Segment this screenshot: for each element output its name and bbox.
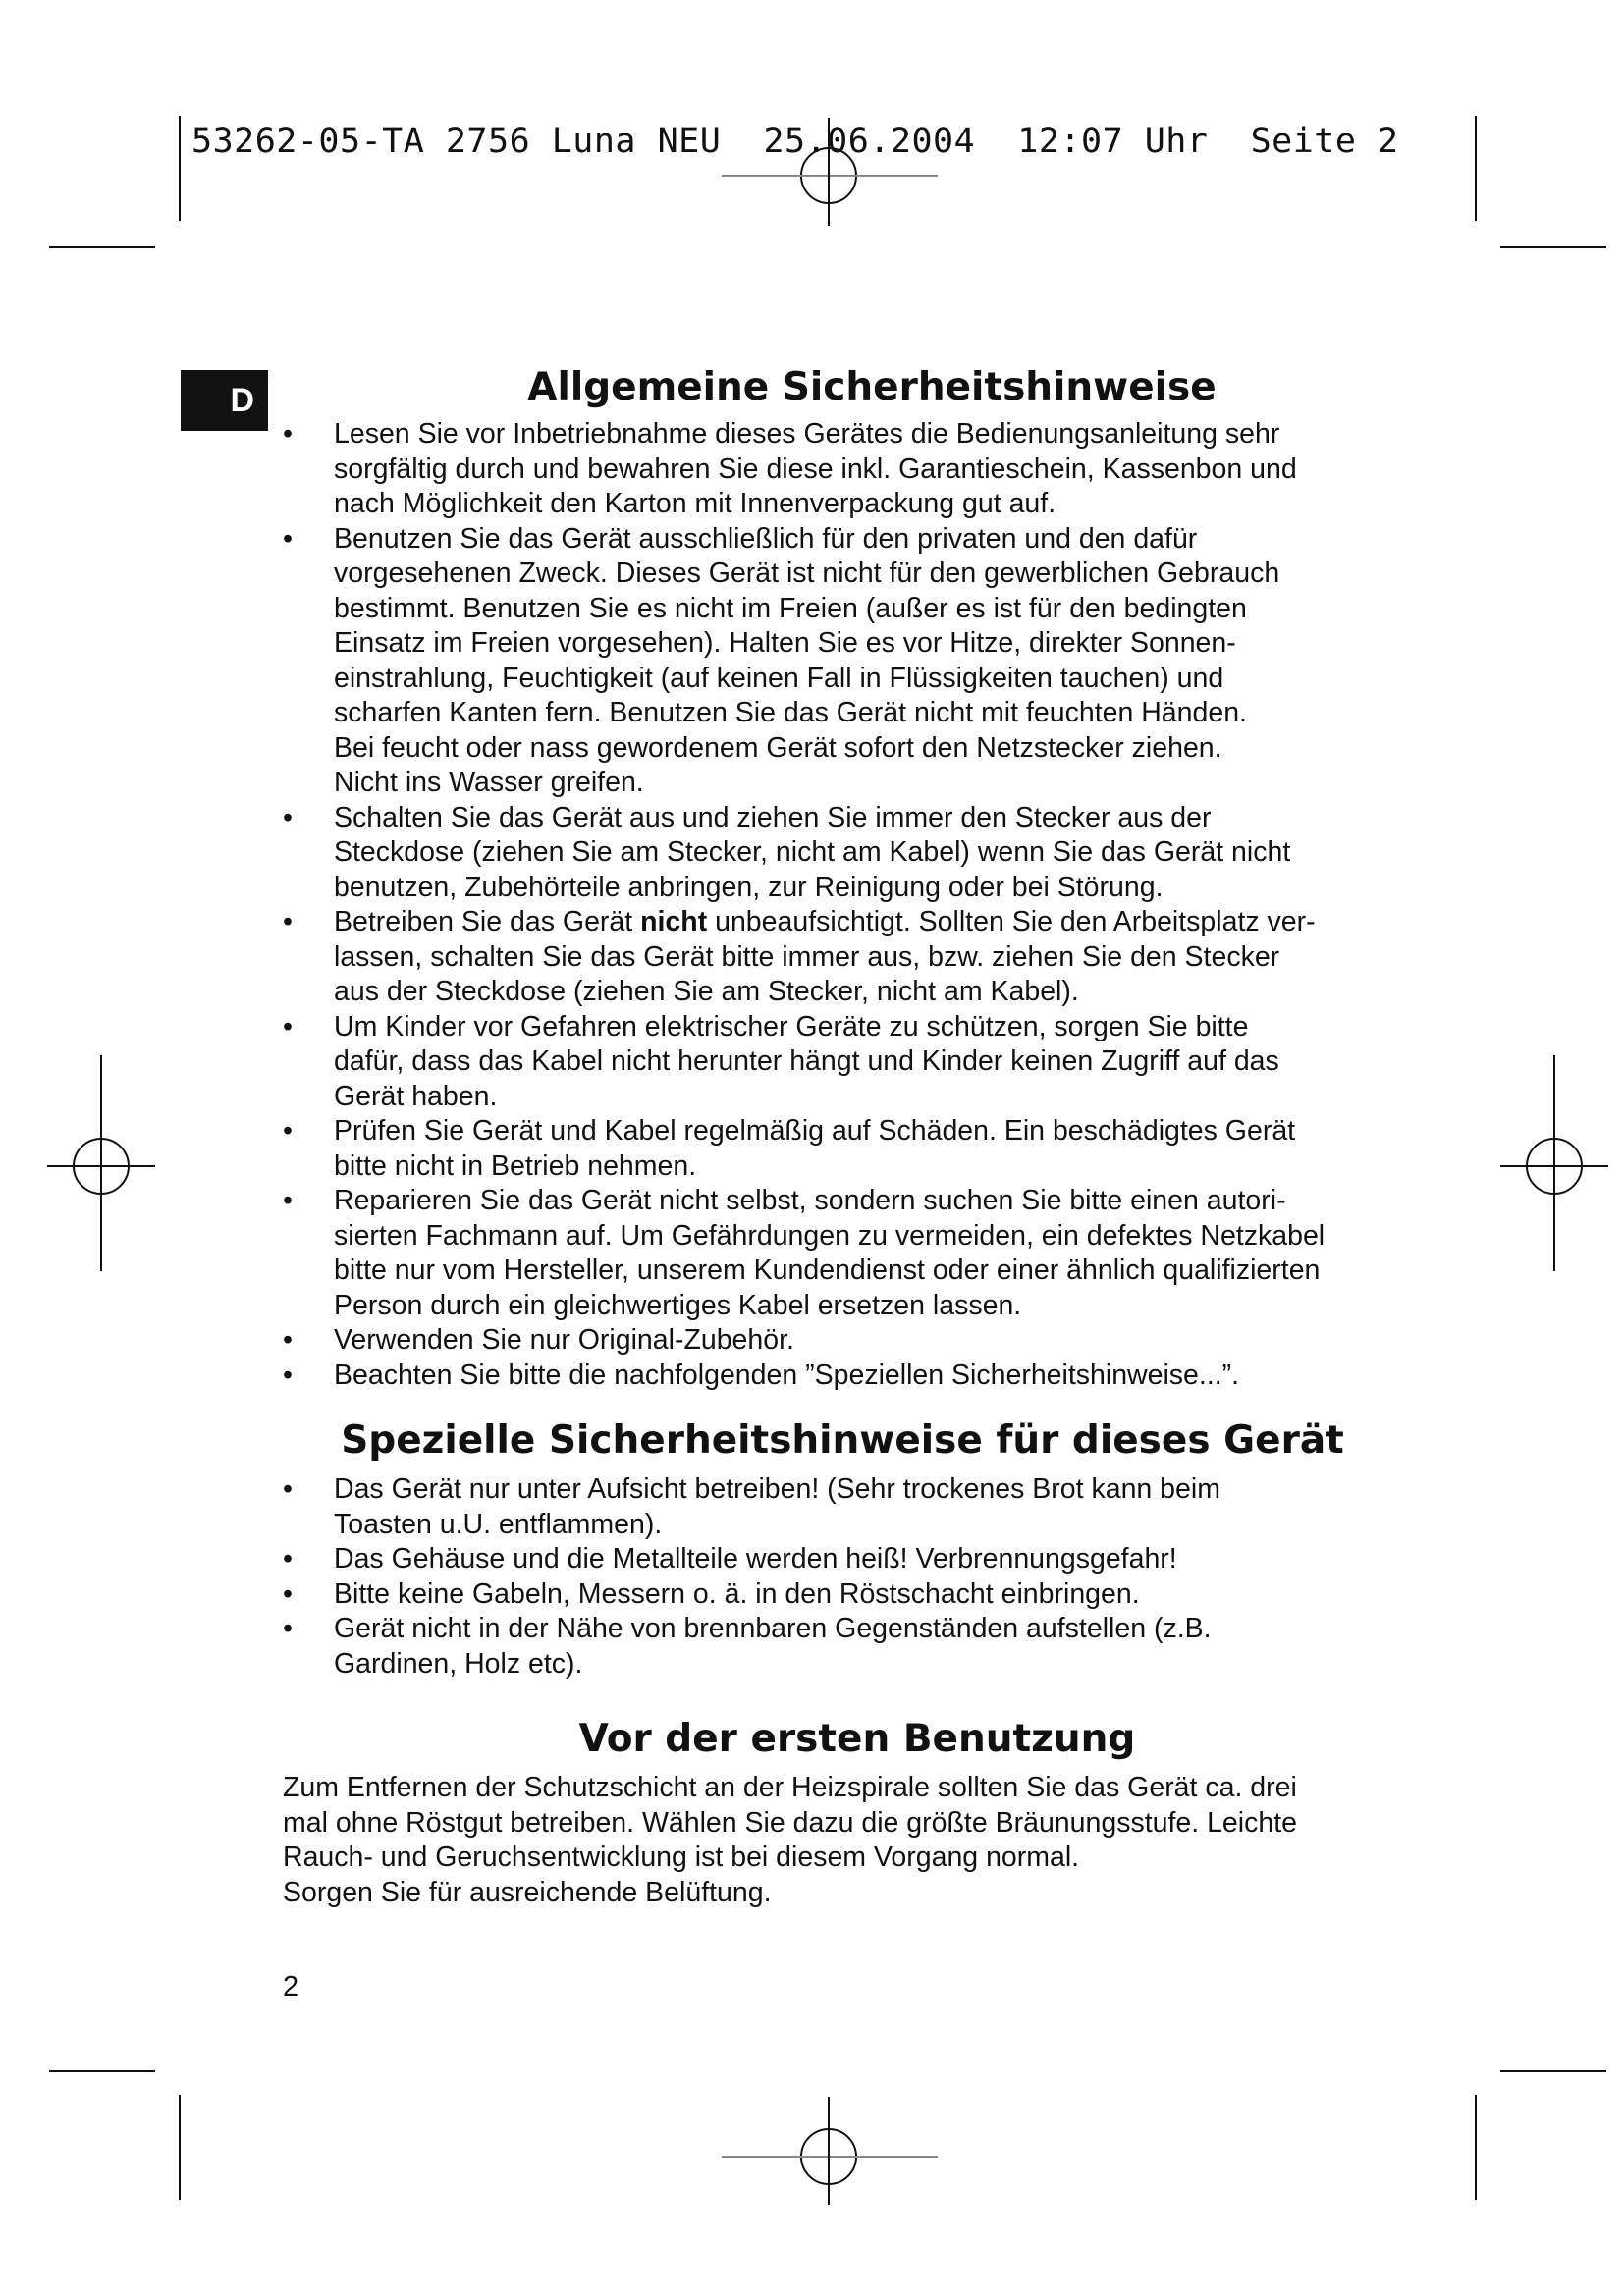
list-item-line: einstrahlung, Feuchtigkeit (auf keinen Fall in Flüssigkeiten tauchen) und [334, 662, 1224, 694]
language-tab-label: D [230, 381, 254, 419]
crop-mark [179, 116, 181, 221]
list-item-line: vorgesehenen Zweck. Dieses Gerät ist nicht für den gewerblichen Gebrauch [334, 558, 1280, 589]
list-item [283, 801, 1402, 906]
paragraph-line: Zum Entfernen der Schutzschicht an der Heizspirale sollten Sie das Gerät ca. drei [283, 1772, 1297, 1803]
list-item-text: unbeaufsichtigt. Sollten Sie den Arbeitsplatz ver- [707, 906, 1316, 937]
bullet: • [283, 801, 293, 833]
paragraph-line: Sorgen Sie für ausreichende Belüftung. [283, 1876, 772, 1908]
list-item-line: nach Möglichkeit den Karton mit Innenverpackung gut auf. [334, 488, 1056, 519]
list-item [283, 1010, 1402, 1115]
list-item-line: Einsatz im Freien vorgesehen). Halten Sie es vor Hitze, direkter Sonnen- [334, 627, 1236, 659]
list-item-line: lassen, schalten Sie das Gerät bitte immer aus, bzw. ziehen Sie den Stecker [334, 940, 1280, 973]
list-item [283, 1323, 1402, 1359]
list-item-line: Gardinen, Holz etc). [334, 1647, 583, 1680]
list-item-line: Beachten Sie bitte die nachfolgenden ”Speziellen Sicherheitshinweise...”. [334, 1359, 1240, 1391]
registration-mark-bottom [722, 2097, 938, 2205]
bullet: • [283, 1115, 293, 1147]
bullet: • [283, 1324, 293, 1356]
list-item [283, 417, 1402, 522]
registration-mark-left [47, 1055, 155, 1271]
list-item-line: Nicht ins Wasser greifen. [334, 767, 644, 798]
emphasis-nicht: nicht [640, 906, 708, 937]
registration-mark-right [1500, 1055, 1608, 1271]
list-item-line: sierten Fachmann auf. Um Gefährdungen zu vermeiden, ein defektes Netzkabel [334, 1219, 1326, 1252]
list-item [283, 1542, 1402, 1577]
list-item-line: Gerät haben. [334, 1080, 498, 1112]
bullet: • [283, 1185, 293, 1216]
bullet: • [283, 1010, 293, 1042]
paragraph-line: Rauch- und Geruchsentwicklung ist bei diesem Vorgang normal. [283, 1842, 1080, 1873]
list-item-line: Um Kinder vor Gefahren elektrischer Geräte zu schützen, sorgen Sie bitte [334, 1010, 1249, 1042]
section-title-general-safety: Allgemeine Sicherheitshinweise [527, 365, 1217, 409]
list-item-line: bestimmt. Benutzen Sie es nicht im Freien (außer es ist für den bedingten [334, 592, 1247, 624]
list-item [283, 905, 1402, 1010]
list-item-line: aus der Steckdose (ziehen Sie am Stecker, nicht am Kabel). [334, 976, 1079, 1007]
crop-mark [1500, 246, 1606, 248]
crop-mark [49, 246, 155, 248]
list-item-line: benutzen, Zubehörteile anbringen, zur Reinigung oder bei Störung. [334, 871, 1164, 903]
list-item-line: Bitte keine Gabeln, Messern o. ä. in den Röstschacht einbringen. [334, 1577, 1140, 1610]
crop-mark [179, 2095, 181, 2200]
list-item-line: Lesen Sie vor Inbetriebnahme dieses Gerätes die Bedienungsanleitung sehr [334, 418, 1280, 450]
list-item-line: Schalten Sie das Gerät aus und ziehen Sie immer den Stecker aus der [334, 801, 1212, 833]
list-item [283, 1184, 1402, 1323]
list-item [283, 1114, 1402, 1184]
list-item-line: bitte nur vom Hersteller, unserem Kundendienst oder einer ähnlich qualifizierten [334, 1255, 1321, 1286]
list-item-line: Verwenden Sie nur Original-Zubehör. [334, 1324, 794, 1356]
list-item [283, 1612, 1402, 1682]
section-title-before-first-use: Vor der ersten Benutzung [578, 1717, 1136, 1761]
list-item-line: Prüfen Sie Gerät und Kabel regelmäßig auf Schäden. Ein beschädigtes Gerät [334, 1115, 1296, 1147]
bullet: • [283, 1543, 293, 1575]
bullet: • [283, 1577, 293, 1610]
list-item-line: Das Gehäuse und die Metallteile werden heiß! Verbrennungsgefahr! [334, 1543, 1177, 1575]
list-item [283, 1472, 1402, 1542]
section-title-special-safety: Spezielle Sicherheitshinweise für dieses Gerät [341, 1418, 1344, 1463]
list-item-line: scharfen Kanten fern. Benutzen Sie das Gerät nicht mit feuchten Händen. [334, 697, 1247, 728]
bullet: • [283, 1359, 293, 1391]
list-item-line: Steckdose (ziehen Sie am Stecker, nicht am Kabel) wenn Sie das Gerät nicht [334, 836, 1291, 868]
crop-mark [49, 2070, 155, 2072]
special-safety-list [283, 1472, 1402, 1682]
list-item-line: Bei feucht oder nass gewordenem Gerät sofort den Netzstecker ziehen. [334, 731, 1222, 764]
crop-mark [1500, 2070, 1606, 2072]
general-safety-list [283, 417, 1402, 1393]
before-first-use-paragraph [283, 1771, 1402, 1910]
list-item-line: Reparieren Sie das Gerät nicht selbst, sondern suchen Sie bitte einen autori- [334, 1185, 1286, 1216]
list-item-line [334, 905, 1402, 940]
paragraph-line: mal ohne Röstgut betreiben. Wählen Sie dazu die größte Bräunungsstufe. Leichte [283, 1806, 1297, 1839]
list-item [283, 522, 1402, 801]
crop-mark [1475, 2095, 1477, 2200]
print-slug: 53262-05-TA 2756 Luna NEU 25.06.2004 12:07 Uhr Seite 2 [191, 122, 1399, 161]
list-item-line: Das Gerät nur unter Aufsicht betreiben! (Sehr trockenes Brot kann beim [334, 1473, 1220, 1505]
list-item-line: Benutzen Sie das Gerät ausschließlich für den privaten und den dafür [334, 522, 1198, 555]
page-number: 2 [283, 1971, 299, 2002]
bullet: • [283, 906, 293, 937]
page-content [283, 361, 1402, 1910]
list-item-line: bitte nicht in Betrieb nehmen. [334, 1149, 697, 1182]
list-item-text: Betreiben Sie das Gerät [334, 906, 641, 937]
bullet: • [283, 1613, 293, 1644]
language-tab [181, 370, 268, 431]
list-item-line: Toasten u.U. entflammen). [334, 1508, 663, 1540]
crop-mark [1475, 116, 1477, 221]
list-item-line: Person durch ein gleichwertiges Kabel ersetzen lassen. [334, 1289, 1022, 1321]
list-item-line: Gerät nicht in der Nähe von brennbaren Gegenständen aufstellen (z.B. [334, 1613, 1212, 1644]
list-item-line: sorgfältig durch und bewahren Sie diese inkl. Garantieschein, Kassenbon und [334, 453, 1297, 485]
bullet: • [283, 418, 293, 450]
list-item [283, 1359, 1402, 1394]
bullet: • [283, 522, 293, 555]
list-item [283, 1577, 1402, 1613]
list-item-line: dafür, dass das Kabel nicht herunter hängt und Kinder keinen Zugriff auf das [334, 1045, 1279, 1077]
bullet: • [283, 1473, 293, 1505]
